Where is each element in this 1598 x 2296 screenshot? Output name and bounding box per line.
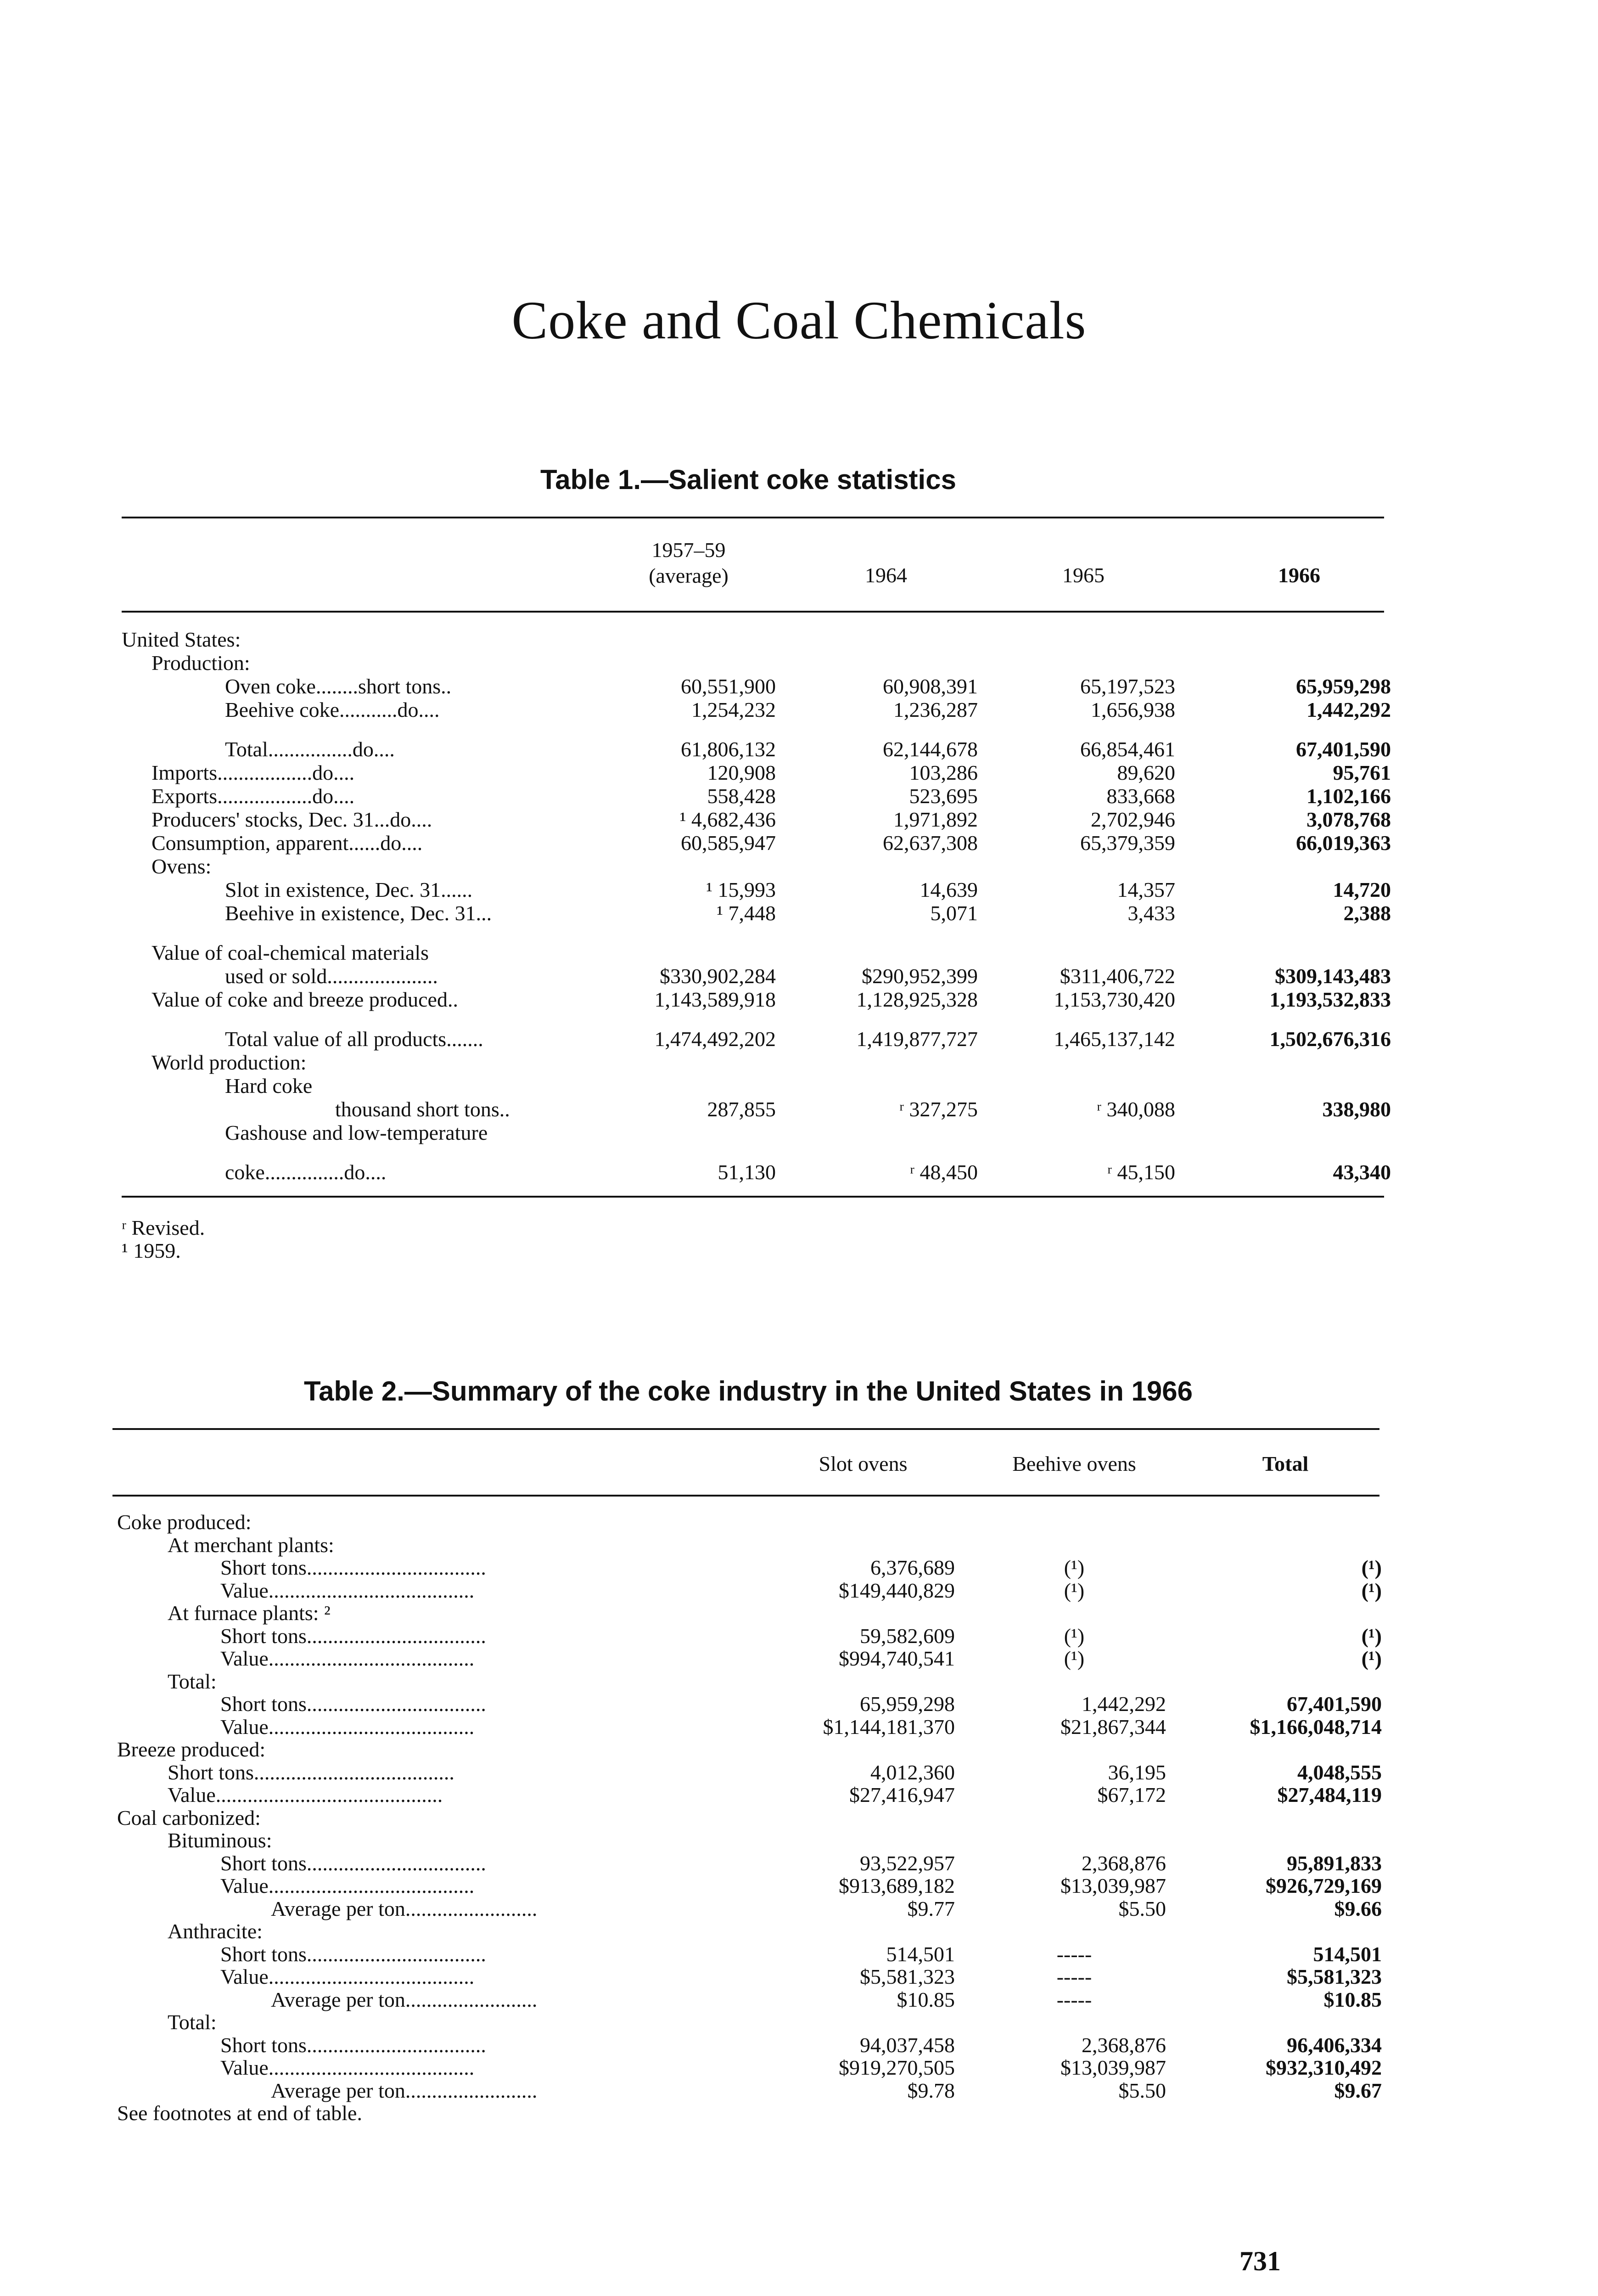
table2-cell: 514,501 [886,1942,955,1966]
table1-row-label: Hard coke [225,1074,313,1097]
table2-row-label: Average per ton......................... [271,1896,538,1920]
table2-cell: $5,581,323 [1287,1965,1382,1988]
table2-cell: ----- [1056,1987,1092,2011]
table1-row-label: World production: [151,1051,307,1074]
table1-cell: $311,406,722 [1060,964,1175,988]
table2-cell: $21,867,344 [1060,1715,1166,1739]
table1-row-label: Beehive in existence, Dec. 31... [225,901,492,925]
table2-row-label: Value....................................... [220,1965,475,1988]
table1-cell: 1,102,166 [1306,784,1391,808]
table2-cell: $9.78 [907,2078,955,2102]
table1-row-label: Production: [151,651,250,675]
table2-cell: 6,376,689 [870,1556,955,1579]
table1-cell: ʳ 45,150 [1107,1160,1175,1184]
table1-cell: ʳ 327,275 [899,1097,978,1121]
table2-cell: (¹) [1361,1556,1382,1579]
table1-cell: 65,379,359 [1080,831,1175,855]
table1-cell: 14,720 [1333,878,1391,901]
table2-cell: $5.50 [1118,2078,1166,2102]
table2-cell: (¹) [1064,1624,1085,1648]
table1-cell: 338,980 [1322,1097,1391,1121]
table1-cell: 1,143,589,918 [654,988,776,1011]
table2-row-label: Bituminous: [168,1829,272,1852]
table1-cell: 1,236,287 [893,698,978,721]
table2-cell: 59,582,609 [860,1624,955,1648]
table2-cell: (¹) [1361,1624,1382,1648]
table2-cell: 94,037,458 [860,2033,955,2057]
table1-cell: 1,254,232 [691,698,776,721]
table1-cell: 66,019,363 [1296,831,1391,855]
table1-cell: 60,585,947 [681,831,776,855]
table2-cell: 36,195 [1108,1760,1166,1784]
table2-cell: $10.85 [1323,1987,1382,2011]
table1-col-header: 1965 [1062,563,1105,587]
table2-row-label: Value....................................... [220,1715,475,1739]
table1-cell: 558,428 [707,784,776,808]
table1-cell: 95,761 [1333,761,1391,784]
table2-row-label: At merchant plants: [168,1533,334,1557]
table2-row-label: Short tons.................................. [220,1942,486,1966]
table2-row-label: Short tons.................................. [220,2033,486,2057]
table1-bottom-rule [122,1196,1384,1198]
table2-cell: $27,416,947 [849,1783,955,1806]
table2-cell: $926,729,169 [1266,1874,1382,1897]
table1-cell: ʳ 48,450 [910,1160,978,1184]
table2-top-rule [112,1428,1379,1430]
table2-row-label: Value....................................... [220,1874,475,1897]
table1-cell: 62,637,308 [883,831,978,855]
table1-col-header: 1957–59 (average) [649,538,729,587]
table2-header-rule [112,1495,1379,1497]
table2-cell: $5,581,323 [860,1965,955,1988]
table1-footnote: ʳ Revised. [122,1216,205,1239]
table2-cell: (¹) [1361,1578,1382,1602]
table2-cell: 4,048,555 [1297,1760,1382,1784]
table1-cell: 1,153,730,420 [1054,988,1175,1011]
table2-cell: $13,039,987 [1060,1874,1166,1897]
table1-cell: 67,401,590 [1296,737,1391,761]
table2-row-label: Value....................................... [220,2056,475,2079]
table1-cell: 1,419,877,727 [856,1027,978,1051]
table1-cell: 523,695 [909,784,978,808]
table1-cell: 62,144,678 [883,737,978,761]
table1-cell: 103,286 [909,761,978,784]
table1-cell: 60,551,900 [681,675,776,698]
table1-cell: 1,193,532,833 [1269,988,1391,1011]
table2-cell: (¹) [1064,1647,1085,1670]
table1-cell: ¹ 4,682,436 [679,808,776,831]
table2-row-label: Average per ton......................... [271,1987,538,2011]
table1-cell: 1,474,492,202 [654,1027,776,1051]
table2-cell: $1,166,048,714 [1250,1715,1382,1739]
table2-col-header: Beehive ovens [1012,1452,1136,1475]
table1-cell: 1,502,676,316 [1269,1027,1391,1051]
table2-cell: (¹) [1361,1647,1382,1670]
table2-cell: $5.50 [1118,1896,1166,1920]
table2-cell: $9.67 [1334,2078,1382,2102]
table1-row-label: Total value of all products....... [225,1027,483,1051]
table2-cell: $913,689,182 [839,1874,955,1897]
table2-row-label: Average per ton......................... [271,2078,538,2102]
table2-cell: 93,522,957 [860,1851,955,1875]
table1-title: Table 1.—Salient coke statistics [540,464,956,495]
table1-cell: 14,357 [1117,878,1175,901]
table2-row-label: Coal carbonized: [117,1806,261,1829]
table1-row-label: Value of coke and breeze produced.. [151,988,458,1011]
table1-row-label: United States: [122,628,241,651]
table2-row-label: At furnace plants: ² [168,1601,331,1625]
table1-cell: 2,702,946 [1091,808,1175,831]
table1-row-label: Imports..................do.... [151,761,355,784]
table2-cell: $10.85 [897,1987,955,2011]
table2-cell: 514,501 [1313,1942,1382,1966]
table2-cell: $13,039,987 [1060,2056,1166,2079]
table1-row-label: Consumption, apparent......do.... [151,831,423,855]
table1-cell: 3,078,768 [1306,808,1391,831]
table2-row-label: Anthracite: [168,1919,263,1943]
table1-row-label: Slot in existence, Dec. 31...... [225,878,473,901]
table1-cell: 3,433 [1127,901,1175,925]
table2-row-label: Total: [168,1669,217,1693]
table1-cell: 1,442,292 [1306,698,1391,721]
table2-row-label: Total: [168,2010,217,2034]
table2-col-header: Total [1262,1452,1309,1475]
table2-cell: 96,406,334 [1287,2033,1382,2057]
table1-row-label: Gashouse and low-temperature [225,1121,488,1144]
table1-row-label: coke...............do.... [225,1160,387,1184]
table1-cell: $290,952,399 [862,964,978,988]
table1-row-label: Exports..................do.... [151,784,355,808]
table2-row-label: Short tons.................................. [220,1851,486,1875]
table2-cell: $1,144,181,370 [823,1715,955,1739]
table2-row-label: Short tons.................................. [220,1624,486,1648]
table1-header-rule [122,611,1384,613]
table1-cell: 120,908 [707,761,776,784]
table2-cell: $9.66 [1334,1896,1382,1920]
table2-cell: 65,959,298 [860,1692,955,1716]
table1-cell: 65,197,523 [1080,675,1175,698]
table1-cell: $309,143,483 [1275,964,1391,988]
table1-cell: 1,656,938 [1091,698,1175,721]
table1-cell: 1,128,925,328 [856,988,978,1011]
table2-cell: 95,891,833 [1287,1851,1382,1875]
table2-cell: 1,442,292 [1082,1692,1166,1716]
table1-cell: 5,071 [930,901,978,925]
table2-cell: $9.77 [907,1896,955,1920]
table2-title: Table 2.—Summary of the coke industry in the United States in 1966 [303,1376,1193,1407]
table1-cell: ¹ 7,448 [717,901,776,925]
table2-row-label: Short tons.................................. [220,1556,486,1579]
table2-cell: ----- [1056,1942,1092,1966]
table1-cell: 14,639 [920,878,978,901]
table1-cell: 60,908,391 [883,675,978,698]
table1-cell: 1,465,137,142 [1054,1027,1175,1051]
table2-cell: ----- [1056,1965,1092,1988]
table1-cell: 51,130 [718,1160,776,1184]
table1-row-label: used or sold..................... [225,964,438,988]
table2-cell: (¹) [1064,1578,1085,1602]
table1-cell: 833,668 [1106,784,1175,808]
table2-cell: 2,368,876 [1082,2033,1166,2057]
table1-row-label: Producers' stocks, Dec. 31...do.... [151,808,432,831]
table1-cell: ¹ 15,993 [706,878,776,901]
table2-cell: $994,740,541 [839,1647,955,1670]
table1-col-header: 1966 [1278,563,1320,587]
page-number: 731 [1239,2246,1281,2276]
table2-col-header: Slot ovens [819,1452,908,1475]
table1-cell: 2,388 [1343,901,1391,925]
table2-cell: $27,484,119 [1277,1783,1382,1806]
table1-cell: 89,620 [1117,761,1175,784]
table1-row-label: thousand short tons.. [335,1097,510,1121]
table1-footnote: ¹ 1959. [122,1239,181,1262]
table2-row-label: Short tons.................................. [220,1692,486,1716]
table2-row-label: Value....................................... [220,1578,475,1602]
table2-cell: $149,440,829 [839,1578,955,1602]
table1-col-header: 1964 [865,563,907,587]
table2-cell: $919,270,505 [839,2056,955,2079]
table2-cell: 2,368,876 [1082,1851,1166,1875]
table2-row-label: Breeze produced: [117,1738,266,1761]
table1-cell: 43,340 [1333,1160,1391,1184]
table1-row-label: Beehive coke...........do.... [225,698,440,721]
table1-cell: 1,971,892 [893,808,978,831]
table1-row-label: Value of coal-chemical materials [151,941,429,964]
table1-row-label: Total................do.... [225,737,395,761]
table2-row-label: Value....................................... [220,1647,475,1670]
table2-cell: (¹) [1064,1556,1085,1579]
table1-cell: $330,902,284 [660,964,776,988]
table1-top-rule [122,517,1384,518]
table2-cell: 67,401,590 [1287,1692,1382,1716]
table2-row-label: Value........................................... [168,1783,443,1806]
table2-row-label: See footnotes at end of table. [117,2101,362,2125]
table2-cell: 4,012,360 [870,1760,955,1784]
table2-row-label: Short tons...................................... [168,1760,454,1784]
page-title: Coke and Coal Chemicals [511,290,1087,350]
table2-cell: $67,172 [1097,1783,1166,1806]
table1-cell: ʳ 340,088 [1097,1097,1175,1121]
table2-cell: $932,310,492 [1266,2056,1382,2079]
table1-row-label: Oven coke........short tons.. [225,675,452,698]
table1-row-label: Ovens: [151,855,212,878]
table1-cell: 287,855 [707,1097,776,1121]
table1-cell: 65,959,298 [1296,675,1391,698]
table1-cell: 66,854,461 [1080,737,1175,761]
table2-row-label: Coke produced: [117,1510,252,1534]
table1-cell: 61,806,132 [681,737,776,761]
